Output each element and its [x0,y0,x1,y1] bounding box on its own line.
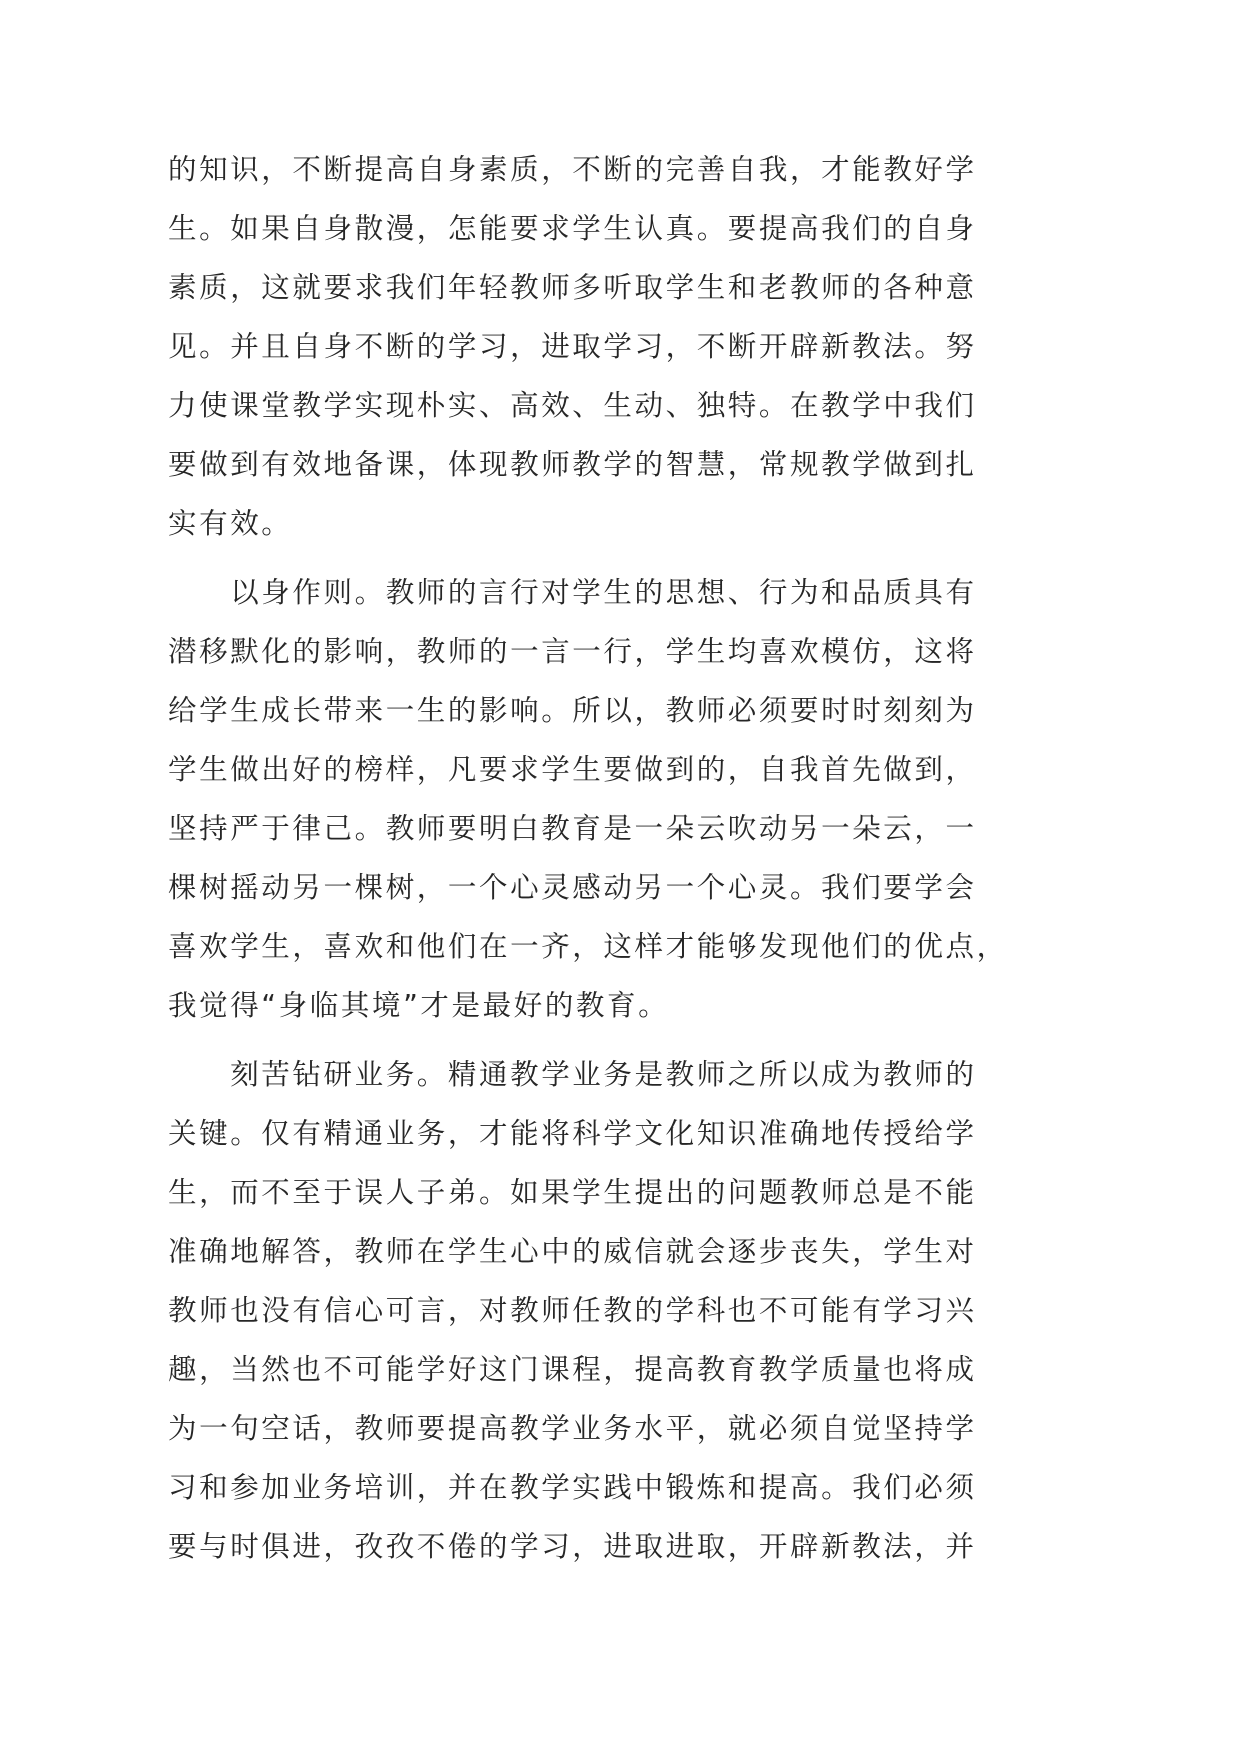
text-line: 要与时俱进，孜孜不倦的学习，进取进取，开辟新教法，并 [168,1530,977,1563]
paragraph-2 [168,563,1008,1035]
text-line: 刻苦钻研业务。精通教学业务是教师之所以成为教师的 [168,1058,977,1091]
paragraph-3 [168,1045,977,1576]
text-line: 要做到有效地备课，体现教师教学的智慧，常规教学做到扎 [168,448,977,481]
text-line: 棵树摇动另一棵树，一个心灵感动另一个心灵。我们要学会 [168,871,977,904]
text-line: 给学生成长带来一生的影响。所以，教师必须要时时刻刻为 [168,694,977,727]
text-line: 生。如果自身散漫，怎能要求学生认真。要提高我们的自身 [168,212,977,245]
paragraph-spacer [168,1035,948,1045]
text-line: 见。并且自身不断的学习，进取学习，不断开辟新教法。努 [168,330,977,363]
text-line: 趣，当然也不可能学好这门课程，提高教育教学质量也将成 [168,1353,977,1386]
text-line: 喜欢学生，喜欢和他们在一齐，这样才能够发现他们的优点， [168,930,1008,963]
text-line: 的知识，不断提高自身素质，不断的完善自我，才能教好学 [168,153,977,186]
text-line: 以身作则。教师的言行对学生的思想、行为和品质具有 [168,576,977,609]
text-line: 潜移默化的影响，教师的一言一行，学生均喜欢模仿，这将 [168,635,977,668]
text-line: 教师也没有信心可言，对教师任教的学科也不可能有学习兴 [168,1294,977,1327]
text-line: 为一句空话，教师要提高教学业务水平，就必须自觉坚持学 [168,1412,977,1445]
text-line: 实有效。 [168,507,293,540]
text-line: 习和参加业务培训，并在教学实践中锻炼和提高。我们必须 [168,1471,977,1504]
text-line: 关键。仅有精通业务，才能将科学文化知识准确地传授给学 [168,1117,977,1150]
text-line: 素质，这就要求我们年轻教师多听取学生和老教师的各种意 [168,271,977,304]
document-body [168,140,1008,1576]
text-line: 我觉得“身临其境”才是最好的教育。 [168,989,670,1022]
text-line: 坚持严于律己。教师要明白教育是一朵云吹动另一朵云，一 [168,812,977,845]
text-line: 准确地解答，教师在学生心中的威信就会逐步丧失，学生对 [168,1235,977,1268]
paragraph-1 [168,140,977,553]
paragraph-spacer [168,553,948,563]
text-line: 生，而不至于误人子弟。如果学生提出的问题教师总是不能 [168,1176,977,1209]
text-line: 学生做出好的榜样，凡要求学生要做到的，自我首先做到， [168,753,977,786]
text-line: 力使课堂教学实现朴实、高效、生动、独特。在教学中我们 [168,389,977,422]
